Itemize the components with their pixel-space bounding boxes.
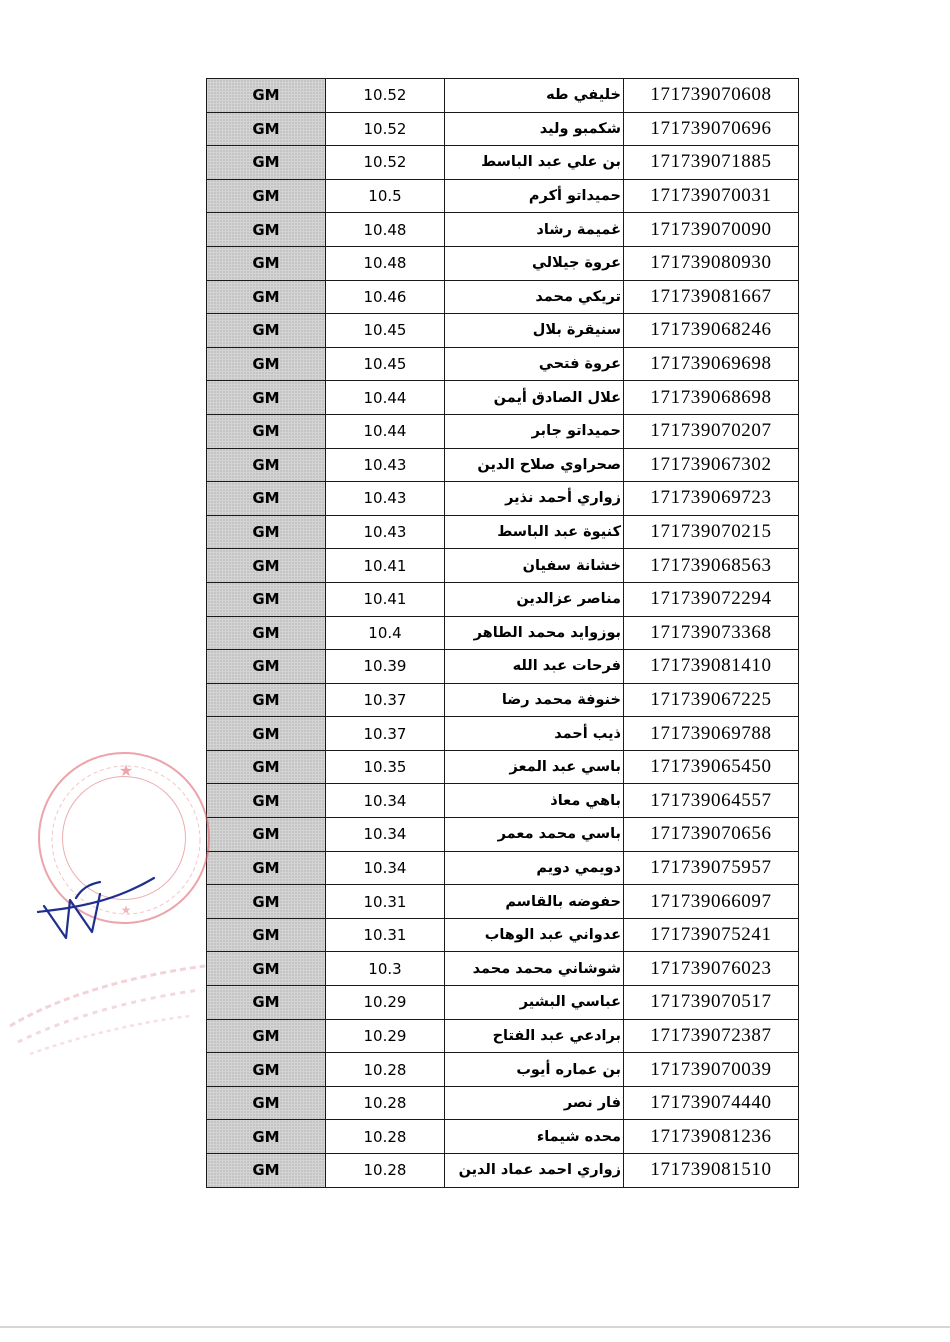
average-cell: 10.5 — [326, 179, 445, 213]
average-cell: 10.46 — [326, 280, 445, 314]
average-cell: 10.37 — [326, 717, 445, 751]
table-row — [207, 1086, 799, 1120]
student-name-cell: محده شيماء — [445, 1120, 624, 1154]
student-name-cell: حميداتو جابر — [445, 414, 624, 448]
table-row — [207, 885, 799, 919]
specialty-cell: GM — [207, 448, 326, 482]
registration-number-cell: 171739076023 — [624, 952, 799, 986]
registration-number-cell: 171739068246 — [624, 314, 799, 348]
specialty-cell: GM — [207, 650, 326, 684]
student-name-cell: شكمبو وليد — [445, 112, 624, 146]
table-row — [207, 952, 799, 986]
average-cell: 10.28 — [326, 1053, 445, 1087]
registration-number-cell: 171739070608 — [624, 79, 799, 113]
table-row — [207, 986, 799, 1020]
registration-number-cell: 171739070215 — [624, 515, 799, 549]
average-cell: 10.43 — [326, 482, 445, 516]
specialty-cell: GM — [207, 918, 326, 952]
average-cell: 10.29 — [326, 986, 445, 1020]
table-row — [207, 1053, 799, 1087]
registration-number-cell: 171739070039 — [624, 1053, 799, 1087]
registration-number-cell: 171739080930 — [624, 246, 799, 280]
table-row — [207, 1120, 799, 1154]
average-cell: 10.34 — [326, 851, 445, 885]
specialty-cell: GM — [207, 482, 326, 516]
table-row — [207, 851, 799, 885]
signature — [30, 858, 170, 948]
table-row — [207, 515, 799, 549]
registration-number-cell: 171739071885 — [624, 146, 799, 180]
average-cell: 10.31 — [326, 918, 445, 952]
average-cell: 10.34 — [326, 784, 445, 818]
table-row — [207, 1154, 799, 1188]
student-name-cell: كنيوة عبد الباسط — [445, 515, 624, 549]
average-cell: 10.41 — [326, 582, 445, 616]
specialty-cell: GM — [207, 414, 326, 448]
specialty-cell: GM — [207, 213, 326, 247]
average-cell: 10.4 — [326, 616, 445, 650]
average-cell: 10.35 — [326, 750, 445, 784]
average-cell: 10.39 — [326, 650, 445, 684]
average-cell: 10.44 — [326, 381, 445, 415]
results-table-body — [207, 79, 799, 1188]
specialty-cell: GM — [207, 784, 326, 818]
specialty-cell: GM — [207, 1053, 326, 1087]
specialty-cell: GM — [207, 112, 326, 146]
table-row — [207, 414, 799, 448]
registration-number-cell: 171739065450 — [624, 750, 799, 784]
student-name-cell: عروة جيلالي — [445, 246, 624, 280]
specialty-cell: GM — [207, 851, 326, 885]
average-cell: 10.45 — [326, 314, 445, 348]
average-cell: 10.28 — [326, 1120, 445, 1154]
registration-number-cell: 171739068698 — [624, 381, 799, 415]
registration-number-cell: 171739069698 — [624, 347, 799, 381]
specialty-cell: GM — [207, 280, 326, 314]
average-cell: 10.3 — [326, 952, 445, 986]
table-row — [207, 448, 799, 482]
average-cell: 10.45 — [326, 347, 445, 381]
registration-number-cell: 171739075241 — [624, 918, 799, 952]
registration-number-cell: 171739072387 — [624, 1019, 799, 1053]
student-name-cell: فار نصر — [445, 1086, 624, 1120]
average-cell: 10.28 — [326, 1086, 445, 1120]
average-cell: 10.43 — [326, 515, 445, 549]
average-cell: 10.31 — [326, 885, 445, 919]
student-name-cell: غميمة رشاد — [445, 213, 624, 247]
registration-number-cell: 171739072294 — [624, 582, 799, 616]
table-row — [207, 683, 799, 717]
average-cell: 10.52 — [326, 112, 445, 146]
table-row — [207, 582, 799, 616]
table-row — [207, 347, 799, 381]
registration-number-cell: 171739074440 — [624, 1086, 799, 1120]
specialty-cell: GM — [207, 549, 326, 583]
specialty-cell: GM — [207, 885, 326, 919]
registration-number-cell: 171739081236 — [624, 1120, 799, 1154]
table-row — [207, 482, 799, 516]
student-name-cell: باسي محمد معمر — [445, 818, 624, 852]
registration-number-cell: 171739066097 — [624, 885, 799, 919]
registration-number-cell: 171739068563 — [624, 549, 799, 583]
average-cell: 10.52 — [326, 146, 445, 180]
student-name-cell: باهي معاذ — [445, 784, 624, 818]
average-cell: 10.44 — [326, 414, 445, 448]
registration-number-cell: 171739069788 — [624, 717, 799, 751]
specialty-cell: GM — [207, 79, 326, 113]
average-cell: 10.48 — [326, 246, 445, 280]
student-name-cell: خشانة سفيان — [445, 549, 624, 583]
student-name-cell: تريكي محمد — [445, 280, 624, 314]
table-row — [207, 616, 799, 650]
table-row — [207, 650, 799, 684]
student-name-cell: برادعي عبد الفتاح — [445, 1019, 624, 1053]
registration-number-cell: 171739081510 — [624, 1154, 799, 1188]
table-row — [207, 1019, 799, 1053]
specialty-cell: GM — [207, 1019, 326, 1053]
table-row — [207, 381, 799, 415]
specialty-cell: GM — [207, 381, 326, 415]
table-row — [207, 246, 799, 280]
registration-number-cell: 171739070031 — [624, 179, 799, 213]
specialty-cell: GM — [207, 1154, 326, 1188]
student-name-cell: حفوضه بالقاسم — [445, 885, 624, 919]
specialty-cell: GM — [207, 616, 326, 650]
table-row — [207, 784, 799, 818]
registration-number-cell: 171739070696 — [624, 112, 799, 146]
student-name-cell: ذيب أحمد — [445, 717, 624, 751]
student-name-cell: زواري أحمد نذير — [445, 482, 624, 516]
student-name-cell: علال الصادق أيمن — [445, 381, 624, 415]
registration-number-cell: 171739081667 — [624, 280, 799, 314]
student-name-cell: بن عماره أيوب — [445, 1053, 624, 1087]
table-row — [207, 818, 799, 852]
table-row — [207, 549, 799, 583]
average-cell: 10.48 — [326, 213, 445, 247]
student-name-cell: صحراوي صلاح الدين — [445, 448, 624, 482]
specialty-cell: GM — [207, 750, 326, 784]
student-name-cell: شوشاني محمد محمد — [445, 952, 624, 986]
registration-number-cell: 171739069723 — [624, 482, 799, 516]
registration-number-cell: 171739070656 — [624, 818, 799, 852]
specialty-cell: GM — [207, 146, 326, 180]
student-name-cell: زواري احمد عماد الدين — [445, 1154, 624, 1188]
specialty-cell: GM — [207, 179, 326, 213]
student-name-cell: بن علي عبد الباسط — [445, 146, 624, 180]
specialty-cell: GM — [207, 1086, 326, 1120]
average-cell: 10.43 — [326, 448, 445, 482]
specialty-cell: GM — [207, 1120, 326, 1154]
table-row — [207, 717, 799, 751]
specialty-cell: GM — [207, 515, 326, 549]
specialty-cell: GM — [207, 582, 326, 616]
average-cell: 10.37 — [326, 683, 445, 717]
table-row — [207, 750, 799, 784]
average-cell: 10.29 — [326, 1019, 445, 1053]
svg-text:★: ★ — [118, 761, 134, 780]
registration-number-cell: 171739070090 — [624, 213, 799, 247]
registration-number-cell: 171739075957 — [624, 851, 799, 885]
average-cell: 10.28 — [326, 1154, 445, 1188]
table-row — [207, 213, 799, 247]
table-row — [207, 918, 799, 952]
faded-stamp-impression — [0, 946, 210, 1056]
specialty-cell: GM — [207, 986, 326, 1020]
specialty-cell: GM — [207, 717, 326, 751]
results-table — [206, 78, 799, 1188]
student-name-cell: عباسي البشير — [445, 986, 624, 1020]
student-name-cell: دويمي دويم — [445, 851, 624, 885]
student-name-cell: عروة فتحي — [445, 347, 624, 381]
registration-number-cell: 171739081410 — [624, 650, 799, 684]
registration-number-cell: 171739070517 — [624, 986, 799, 1020]
average-cell: 10.41 — [326, 549, 445, 583]
student-name-cell: خنوفة محمد رضا — [445, 683, 624, 717]
specialty-cell: GM — [207, 952, 326, 986]
registration-number-cell: 171739064557 — [624, 784, 799, 818]
registration-number-cell: 171739073368 — [624, 616, 799, 650]
student-name-cell: مناصر عزالدين — [445, 582, 624, 616]
specialty-cell: GM — [207, 683, 326, 717]
student-name-cell: خليفي طه — [445, 79, 624, 113]
student-name-cell: فرحات عبد الله — [445, 650, 624, 684]
student-name-cell: سنيقرة بلال — [445, 314, 624, 348]
specialty-cell: GM — [207, 347, 326, 381]
average-cell: 10.34 — [326, 818, 445, 852]
student-name-cell: باسي عبد المعز — [445, 750, 624, 784]
registration-number-cell: 171739067225 — [624, 683, 799, 717]
student-name-cell: عدواني عبد الوهاب — [445, 918, 624, 952]
specialty-cell: GM — [207, 246, 326, 280]
table-row — [207, 79, 799, 113]
specialty-cell: GM — [207, 818, 326, 852]
svg-text:★: ★ — [120, 903, 132, 917]
scan-edge-line — [0, 1326, 950, 1328]
table-row — [207, 179, 799, 213]
average-cell: 10.52 — [326, 79, 445, 113]
specialty-cell: GM — [207, 314, 326, 348]
table-row — [207, 146, 799, 180]
table-row — [207, 314, 799, 348]
student-name-cell: حميداتو أكرم — [445, 179, 624, 213]
table-row — [207, 112, 799, 146]
registration-number-cell: 171739070207 — [624, 414, 799, 448]
table-row — [207, 280, 799, 314]
student-name-cell: بوزوايد محمد الطاهر — [445, 616, 624, 650]
registration-number-cell: 171739067302 — [624, 448, 799, 482]
